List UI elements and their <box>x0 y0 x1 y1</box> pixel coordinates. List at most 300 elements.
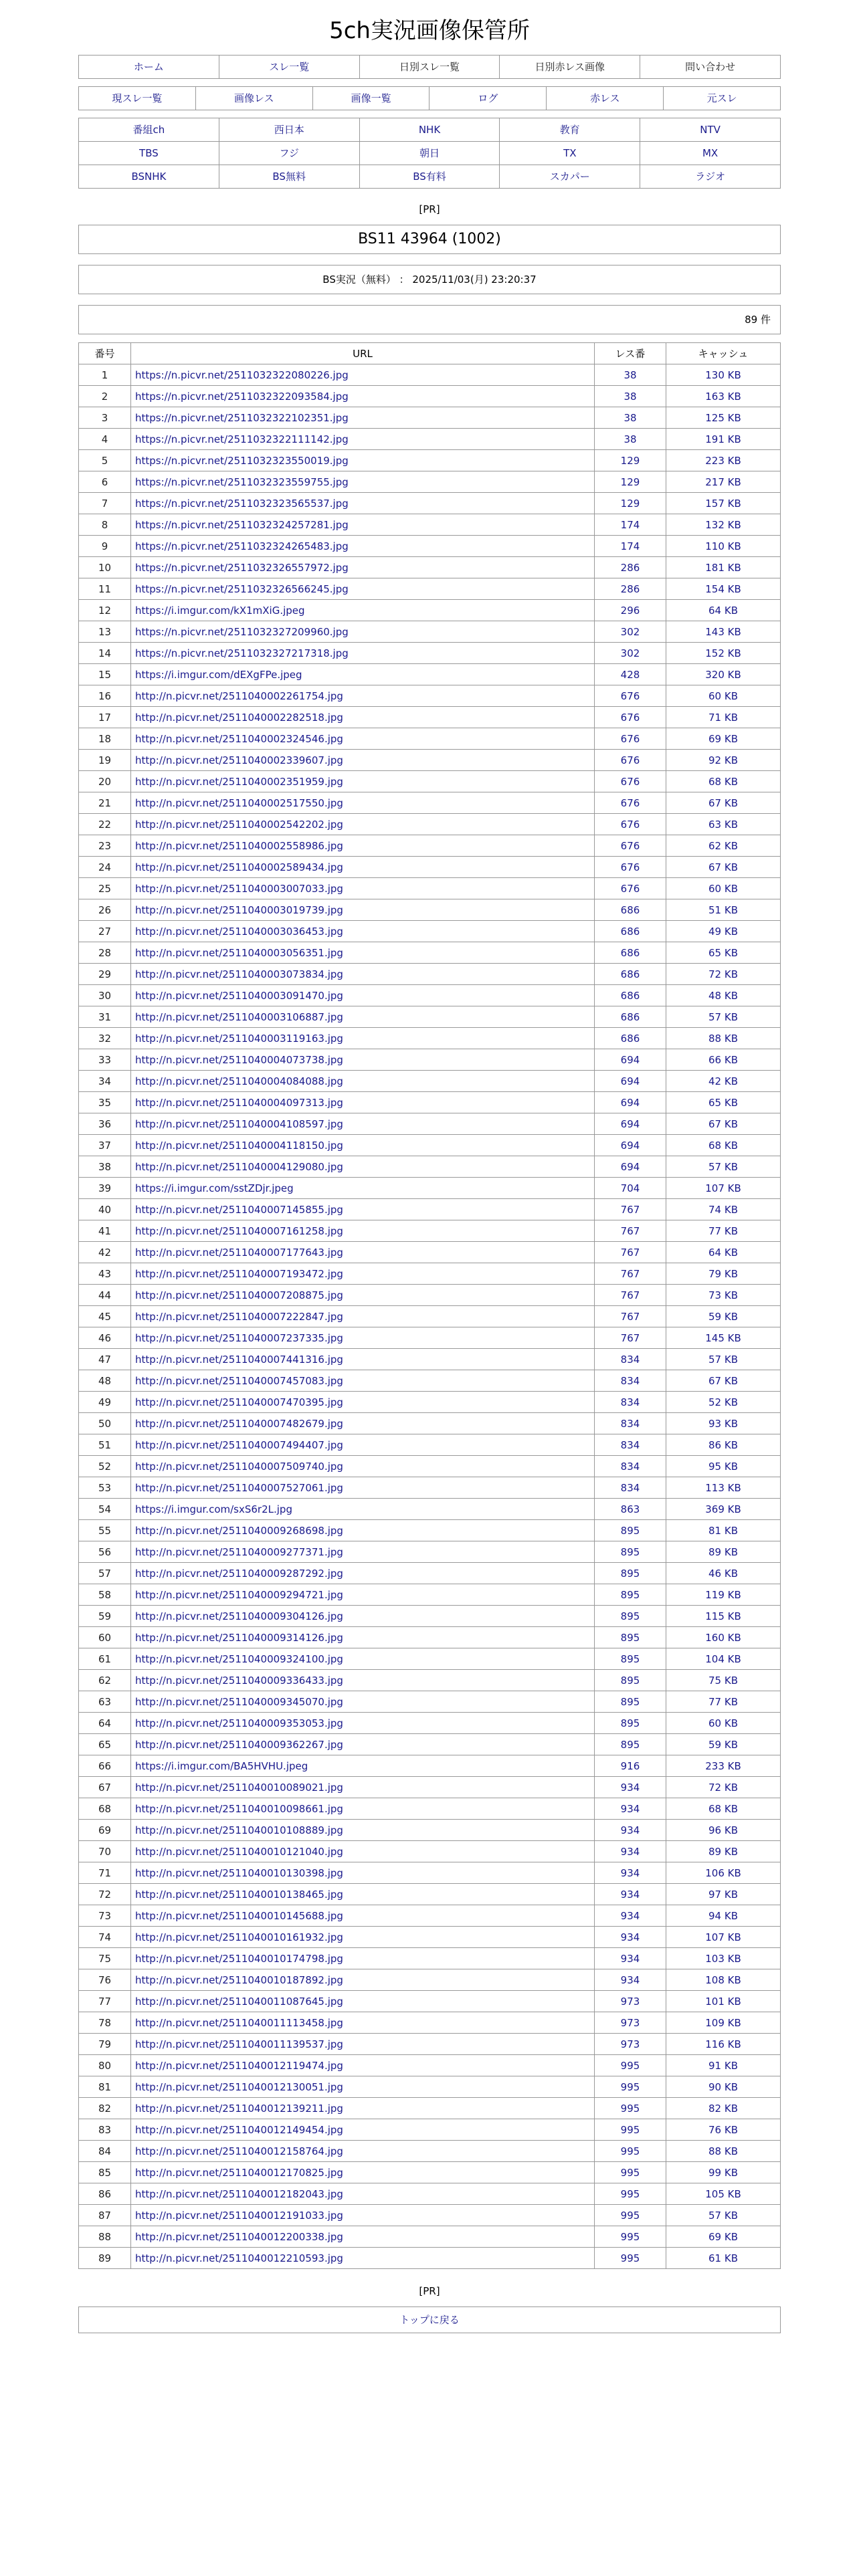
res-number-link[interactable]: 694 <box>595 1135 666 1156</box>
cache-size-link[interactable]: 48 KB <box>666 985 781 1006</box>
image-url-link[interactable]: http://n.picvr.net/2511040010145688.jpg <box>131 1905 595 1927</box>
image-url-link[interactable]: https://n.picvr.net/2511032323565537.jpg <box>131 493 595 514</box>
image-url-link[interactable]: http://n.picvr.net/2511040012210593.jpg <box>131 2248 595 2269</box>
image-url-link[interactable]: http://n.picvr.net/2511040002261754.jpg <box>131 685 595 707</box>
res-number-link[interactable]: 995 <box>595 2141 666 2162</box>
res-number-link[interactable]: 686 <box>595 942 666 964</box>
image-url-link[interactable]: http://n.picvr.net/2511040010174798.jpg <box>131 1948 595 1969</box>
nav-contact-link[interactable]: 問い合わせ <box>640 56 781 79</box>
res-number-link[interactable]: 38 <box>595 429 666 450</box>
image-url-link[interactable]: http://n.picvr.net/2511040007193472.jpg <box>131 1263 595 1285</box>
res-number-link[interactable]: 676 <box>595 792 666 814</box>
row-number: 11 <box>79 578 131 600</box>
channel-link[interactable]: NTV <box>640 118 781 142</box>
image-url-link[interactable]: http://n.picvr.net/2511040007177643.jpg <box>131 1242 595 1263</box>
channel-link[interactable]: ラジオ <box>640 165 781 189</box>
row-number: 22 <box>79 814 131 835</box>
image-url-link[interactable]: https://n.picvr.net/2511032322080226.jpg <box>131 364 595 386</box>
cache-size-link[interactable]: 233 KB <box>666 1755 781 1777</box>
res-number-link[interactable]: 834 <box>595 1456 666 1477</box>
res-number-link[interactable]: 676 <box>595 707 666 728</box>
channel-link[interactable]: TX <box>500 142 640 165</box>
channel-link[interactable]: 朝日 <box>360 142 500 165</box>
res-number-link[interactable]: 686 <box>595 921 666 942</box>
res-number-link[interactable]: 767 <box>595 1306 666 1327</box>
image-url-link[interactable]: http://n.picvr.net/2511040009268698.jpg <box>131 1520 595 1541</box>
cache-size-link[interactable]: 103 KB <box>666 1948 781 1969</box>
image-url-link[interactable]: http://n.picvr.net/2511040004108597.jpg <box>131 1113 595 1135</box>
res-number-link[interactable]: 767 <box>595 1327 666 1349</box>
cache-size-link[interactable]: 191 KB <box>666 429 781 450</box>
cache-size-link[interactable]: 74 KB <box>666 1199 781 1220</box>
res-number-link[interactable]: 129 <box>595 471 666 493</box>
res-number-link[interactable]: 934 <box>595 1969 666 1991</box>
image-url-link[interactable]: http://n.picvr.net/2511040009336433.jpg <box>131 1670 595 1691</box>
res-number-link[interactable]: 302 <box>595 621 666 643</box>
cache-size-link[interactable]: 72 KB <box>666 1777 781 1798</box>
cache-size-link[interactable]: 143 KB <box>666 621 781 643</box>
res-number-link[interactable]: 767 <box>595 1263 666 1285</box>
cache-size-link[interactable]: 57 KB <box>666 2205 781 2226</box>
cache-size-link[interactable]: 97 KB <box>666 1884 781 1905</box>
cache-size-link[interactable]: 99 KB <box>666 2162 781 2183</box>
cache-size-link[interactable]: 60 KB <box>666 685 781 707</box>
res-number-link[interactable]: 38 <box>595 407 666 429</box>
image-url-link[interactable]: http://n.picvr.net/2511040004084088.jpg <box>131 1071 595 1092</box>
channel-link[interactable]: TBS <box>79 142 219 165</box>
cache-size-link[interactable]: 60 KB <box>666 1713 781 1734</box>
image-url-link[interactable]: http://n.picvr.net/2511040012200338.jpg <box>131 2226 595 2248</box>
res-number-link[interactable]: 934 <box>595 1841 666 1862</box>
res-number-link[interactable]: 686 <box>595 1028 666 1049</box>
cache-size-link[interactable]: 57 KB <box>666 1006 781 1028</box>
image-url-link[interactable]: http://n.picvr.net/2511040010108889.jpg <box>131 1820 595 1841</box>
channel-link[interactable]: BS無料 <box>219 165 360 189</box>
channel-link[interactable]: 番組ch <box>79 118 219 142</box>
image-url-link[interactable]: https://n.picvr.net/2511032327217318.jpg <box>131 643 595 664</box>
cache-size-link[interactable]: 76 KB <box>666 2119 781 2141</box>
res-number-link[interactable]: 995 <box>595 2162 666 2183</box>
res-number-link[interactable]: 934 <box>595 1820 666 1841</box>
image-url-link[interactable]: http://n.picvr.net/2511040009345070.jpg <box>131 1691 595 1713</box>
res-number-link[interactable]: 995 <box>595 2055 666 2076</box>
site-title[interactable]: 5ch実況画像保管所 <box>329 17 530 44</box>
image-url-link[interactable]: http://n.picvr.net/2511040007208875.jpg <box>131 1285 595 1306</box>
res-number-link[interactable]: 973 <box>595 2034 666 2055</box>
image-url-link[interactable]: http://n.picvr.net/2511040004073738.jpg <box>131 1049 595 1071</box>
res-number-link[interactable]: 895 <box>595 1734 666 1755</box>
res-number-link[interactable]: 302 <box>595 643 666 664</box>
image-url-link[interactable]: http://n.picvr.net/2511040007527061.jpg <box>131 1477 595 1499</box>
cache-size-link[interactable]: 72 KB <box>666 964 781 985</box>
cache-size-link[interactable]: 64 KB <box>666 1242 781 1263</box>
res-number-link[interactable]: 676 <box>595 685 666 707</box>
image-url-link[interactable]: http://n.picvr.net/2511040007509740.jpg <box>131 1456 595 1477</box>
cache-size-link[interactable]: 369 KB <box>666 1499 781 1520</box>
image-url-link[interactable]: http://n.picvr.net/2511040003073834.jpg <box>131 964 595 985</box>
cache-size-link[interactable]: 60 KB <box>666 878 781 899</box>
res-number-link[interactable]: 38 <box>595 386 666 407</box>
cache-size-link[interactable]: 69 KB <box>666 728 781 750</box>
res-number-link[interactable]: 934 <box>595 1948 666 1969</box>
cache-size-link[interactable]: 95 KB <box>666 1456 781 1477</box>
cache-size-link[interactable]: 63 KB <box>666 814 781 835</box>
image-url-link[interactable]: http://n.picvr.net/2511040003036453.jpg <box>131 921 595 942</box>
image-url-link[interactable]: http://n.picvr.net/2511040009304126.jpg <box>131 1606 595 1627</box>
channel-link[interactable]: フジ <box>219 142 360 165</box>
nav-daily-thread-list-link[interactable]: 日別スレ一覧 <box>360 56 500 79</box>
res-number-link[interactable]: 694 <box>595 1071 666 1092</box>
cache-size-link[interactable]: 73 KB <box>666 1285 781 1306</box>
cache-size-link[interactable]: 132 KB <box>666 514 781 536</box>
res-number-link[interactable]: 995 <box>595 2076 666 2098</box>
channel-link[interactable]: スカパー <box>500 165 640 189</box>
cache-size-link[interactable]: 91 KB <box>666 2055 781 2076</box>
image-url-link[interactable]: http://n.picvr.net/2511040002351959.jpg <box>131 771 595 792</box>
table-row <box>79 942 781 964</box>
nav-image-list-link[interactable]: 画像一覧 <box>313 87 430 110</box>
res-number-link[interactable]: 767 <box>595 1220 666 1242</box>
res-number-link[interactable]: 934 <box>595 1927 666 1948</box>
res-number-link[interactable]: 286 <box>595 557 666 578</box>
image-url-link[interactable]: http://n.picvr.net/2511040002589434.jpg <box>131 857 595 878</box>
cache-size-link[interactable]: 108 KB <box>666 1969 781 1991</box>
res-number-link[interactable]: 129 <box>595 493 666 514</box>
image-url-link[interactable]: https://i.imgur.com/kX1mXiG.jpeg <box>131 600 595 621</box>
res-number-link[interactable]: 676 <box>595 728 666 750</box>
cache-size-link[interactable]: 67 KB <box>666 857 781 878</box>
cache-size-link[interactable]: 104 KB <box>666 1648 781 1670</box>
cache-size-link[interactable]: 81 KB <box>666 1520 781 1541</box>
image-url-link[interactable]: http://n.picvr.net/2511040002558986.jpg <box>131 835 595 857</box>
channel-link[interactable]: 西日本 <box>219 118 360 142</box>
back-to-top-link[interactable]: トップに戻る <box>78 2306 781 2333</box>
cache-size-link[interactable]: 93 KB <box>666 1413 781 1434</box>
nav-image-res-link[interactable]: 画像レス <box>196 87 313 110</box>
cache-size-link[interactable]: 82 KB <box>666 2098 781 2119</box>
cache-size-link[interactable]: 75 KB <box>666 1670 781 1691</box>
cache-size-link[interactable]: 57 KB <box>666 1349 781 1370</box>
cache-size-link[interactable]: 49 KB <box>666 921 781 942</box>
image-url-link[interactable]: http://n.picvr.net/2511040004097313.jpg <box>131 1092 595 1113</box>
image-url-link[interactable]: https://n.picvr.net/2511032326566245.jpg <box>131 578 595 600</box>
res-number-link[interactable]: 694 <box>595 1156 666 1178</box>
nav-original-thread-link[interactable]: 元スレ <box>664 87 781 110</box>
image-url-link[interactable]: http://n.picvr.net/2511040012182043.jpg <box>131 2183 595 2205</box>
res-number-link[interactable]: 686 <box>595 964 666 985</box>
cache-size-link[interactable]: 77 KB <box>666 1220 781 1242</box>
res-number-link[interactable]: 934 <box>595 1777 666 1798</box>
cache-size-link[interactable]: 65 KB <box>666 1092 781 1113</box>
image-url-link[interactable]: http://n.picvr.net/2511040010138465.jpg <box>131 1884 595 1905</box>
image-url-link[interactable]: http://n.picvr.net/2511040003091470.jpg <box>131 985 595 1006</box>
res-number-link[interactable]: 428 <box>595 664 666 685</box>
res-number-link[interactable]: 676 <box>595 771 666 792</box>
res-number-link[interactable]: 686 <box>595 899 666 921</box>
channel-link[interactable]: NHK <box>360 118 500 142</box>
image-url-link[interactable]: http://n.picvr.net/2511040002324546.jpg <box>131 728 595 750</box>
image-url-link[interactable]: http://n.picvr.net/2511040010089021.jpg <box>131 1777 595 1798</box>
image-url-link[interactable]: http://n.picvr.net/2511040003106887.jpg <box>131 1006 595 1028</box>
image-url-link[interactable]: http://n.picvr.net/2511040007441316.jpg <box>131 1349 595 1370</box>
image-url-link[interactable]: http://n.picvr.net/2511040007237335.jpg <box>131 1327 595 1349</box>
nav-daily-red-image-link[interactable]: 日別赤レス画像 <box>500 56 640 79</box>
cache-size-link[interactable]: 67 KB <box>666 1370 781 1392</box>
cache-size-link[interactable]: 68 KB <box>666 1135 781 1156</box>
image-url-link[interactable]: http://n.picvr.net/2511040002517550.jpg <box>131 792 595 814</box>
res-number-link[interactable]: 38 <box>595 364 666 386</box>
res-number-link[interactable]: 686 <box>595 985 666 1006</box>
res-number-link[interactable]: 895 <box>595 1541 666 1563</box>
res-number-link[interactable]: 995 <box>595 2098 666 2119</box>
image-url-link[interactable]: https://n.picvr.net/2511032323559755.jpg <box>131 471 595 493</box>
res-number-link[interactable]: 995 <box>595 2119 666 2141</box>
image-url-link[interactable]: http://n.picvr.net/2511040010161932.jpg <box>131 1927 595 1948</box>
cache-size-link[interactable]: 110 KB <box>666 536 781 557</box>
res-number-link[interactable]: 863 <box>595 1499 666 1520</box>
cache-size-link[interactable]: 67 KB <box>666 792 781 814</box>
cache-size-link[interactable]: 69 KB <box>666 2226 781 2248</box>
image-url-link[interactable]: http://n.picvr.net/2511040009362267.jpg <box>131 1734 595 1755</box>
image-url-link[interactable]: https://n.picvr.net/2511032324257281.jpg <box>131 514 595 536</box>
res-number-link[interactable]: 895 <box>595 1627 666 1648</box>
res-number-link[interactable]: 296 <box>595 600 666 621</box>
res-number-link[interactable]: 895 <box>595 1691 666 1713</box>
image-url-link[interactable]: http://n.picvr.net/2511040010130398.jpg <box>131 1862 595 1884</box>
image-url-link[interactable]: http://n.picvr.net/2511040010098661.jpg <box>131 1798 595 1820</box>
res-number-link[interactable]: 934 <box>595 1862 666 1884</box>
image-url-link[interactable]: http://n.picvr.net/2511040012139211.jpg <box>131 2098 595 2119</box>
image-url-link[interactable]: http://n.picvr.net/2511040003019739.jpg <box>131 899 595 921</box>
res-number-link[interactable]: 834 <box>595 1477 666 1499</box>
cache-size-link[interactable]: 130 KB <box>666 364 781 386</box>
cache-size-link[interactable]: 68 KB <box>666 1798 781 1820</box>
res-number-link[interactable]: 973 <box>595 1991 666 2012</box>
cache-size-link[interactable]: 101 KB <box>666 1991 781 2012</box>
cache-size-link[interactable]: 79 KB <box>666 1263 781 1285</box>
cache-size-link[interactable]: 320 KB <box>666 664 781 685</box>
cache-size-link[interactable]: 107 KB <box>666 1178 781 1199</box>
image-url-link[interactable]: http://n.picvr.net/2511040003119163.jpg <box>131 1028 595 1049</box>
image-url-link[interactable]: http://n.picvr.net/2511040009353053.jpg <box>131 1713 595 1734</box>
image-url-link[interactable]: https://n.picvr.net/2511032326557972.jpg <box>131 557 595 578</box>
res-number-link[interactable]: 934 <box>595 1884 666 1905</box>
image-url-link[interactable]: http://n.picvr.net/2511040009287292.jpg <box>131 1563 595 1584</box>
cache-size-link[interactable]: 107 KB <box>666 1927 781 1948</box>
image-url-link[interactable]: http://n.picvr.net/2511040007145855.jpg <box>131 1199 595 1220</box>
nav-red-res-link[interactable]: 赤レス <box>547 87 664 110</box>
channel-link[interactable]: BS有料 <box>360 165 500 189</box>
channel-link[interactable]: BSNHK <box>79 165 219 189</box>
res-number-link[interactable]: 995 <box>595 2248 666 2269</box>
res-number-link[interactable]: 895 <box>595 1606 666 1627</box>
cache-size-link[interactable]: 86 KB <box>666 1434 781 1456</box>
image-url-link[interactable]: http://n.picvr.net/2511040011139537.jpg <box>131 2034 595 2055</box>
image-url-link[interactable]: http://n.picvr.net/2511040003056351.jpg <box>131 942 595 964</box>
image-url-link[interactable]: https://n.picvr.net/2511032327209960.jpg <box>131 621 595 643</box>
res-number-link[interactable]: 676 <box>595 835 666 857</box>
table-row <box>79 621 781 643</box>
image-url-link[interactable]: http://n.picvr.net/2511040012170825.jpg <box>131 2162 595 2183</box>
res-number-link[interactable]: 686 <box>595 1006 666 1028</box>
cache-size-link[interactable]: 59 KB <box>666 1306 781 1327</box>
res-number-link[interactable]: 694 <box>595 1113 666 1135</box>
nav-thread-list-link[interactable]: スレ一覧 <box>219 56 360 79</box>
cache-size-link[interactable]: 88 KB <box>666 1028 781 1049</box>
cache-size-link[interactable]: 106 KB <box>666 1862 781 1884</box>
image-url-link[interactable]: http://n.picvr.net/2511040002542202.jpg <box>131 814 595 835</box>
image-url-link[interactable]: https://n.picvr.net/2511032322111142.jpg <box>131 429 595 450</box>
nav-home-link[interactable]: ホーム <box>79 56 219 79</box>
res-number-link[interactable]: 895 <box>595 1713 666 1734</box>
res-number-link[interactable]: 767 <box>595 1242 666 1263</box>
image-url-link[interactable]: http://n.picvr.net/2511040012130051.jpg <box>131 2076 595 2098</box>
image-url-link[interactable]: http://n.picvr.net/2511040009324100.jpg <box>131 1648 595 1670</box>
cache-size-link[interactable]: 52 KB <box>666 1392 781 1413</box>
cache-size-link[interactable]: 109 KB <box>666 2012 781 2034</box>
image-url-link[interactable]: http://n.picvr.net/2511040012158764.jpg <box>131 2141 595 2162</box>
res-number-link[interactable]: 834 <box>595 1349 666 1370</box>
res-number-link[interactable]: 767 <box>595 1199 666 1220</box>
image-url-link[interactable]: http://n.picvr.net/2511040012191033.jpg <box>131 2205 595 2226</box>
res-number-link[interactable]: 895 <box>595 1584 666 1606</box>
cache-size-link[interactable]: 113 KB <box>666 1477 781 1499</box>
cache-size-link[interactable]: 67 KB <box>666 1113 781 1135</box>
cache-size-link[interactable]: 64 KB <box>666 600 781 621</box>
image-url-link[interactable]: https://n.picvr.net/2511032323550019.jpg <box>131 450 595 471</box>
image-url-link[interactable]: http://n.picvr.net/2511040011087645.jpg <box>131 1991 595 2012</box>
cache-size-link[interactable]: 217 KB <box>666 471 781 493</box>
image-url-link[interactable]: http://n.picvr.net/2511040007222847.jpg <box>131 1306 595 1327</box>
res-number-link[interactable]: 676 <box>595 750 666 771</box>
image-url-link[interactable]: http://n.picvr.net/2511040007494407.jpg <box>131 1434 595 1456</box>
cache-size-link[interactable]: 116 KB <box>666 2034 781 2055</box>
cache-size-link[interactable]: 119 KB <box>666 1584 781 1606</box>
cache-size-link[interactable]: 105 KB <box>666 2183 781 2205</box>
cache-size-link[interactable]: 68 KB <box>666 771 781 792</box>
cache-size-link[interactable]: 89 KB <box>666 1541 781 1563</box>
res-number-link[interactable]: 694 <box>595 1092 666 1113</box>
image-url-link[interactable]: http://n.picvr.net/2511040007482679.jpg <box>131 1413 595 1434</box>
channel-link[interactable]: 教育 <box>500 118 640 142</box>
res-number-link[interactable]: 895 <box>595 1670 666 1691</box>
cache-size-link[interactable]: 181 KB <box>666 557 781 578</box>
cache-size-link[interactable]: 89 KB <box>666 1841 781 1862</box>
image-url-link[interactable]: https://i.imgur.com/dEXgFPe.jpeg <box>131 664 595 685</box>
image-url-link[interactable]: http://n.picvr.net/2511040007470395.jpg <box>131 1392 595 1413</box>
image-url-link[interactable]: https://i.imgur.com/sxS6r2L.jpg <box>131 1499 595 1520</box>
res-number-link[interactable]: 973 <box>595 2012 666 2034</box>
cache-size-link[interactable]: 42 KB <box>666 1071 781 1092</box>
image-url-link[interactable]: https://n.picvr.net/2511032322102351.jpg <box>131 407 595 429</box>
res-number-link[interactable]: 694 <box>595 1049 666 1071</box>
image-url-link[interactable]: http://n.picvr.net/2511040010121040.jpg <box>131 1841 595 1862</box>
res-number-link[interactable]: 286 <box>595 578 666 600</box>
cache-size-link[interactable]: 92 KB <box>666 750 781 771</box>
res-number-link[interactable]: 995 <box>595 2226 666 2248</box>
channel-link[interactable]: MX <box>640 142 781 165</box>
cache-size-link[interactable]: 59 KB <box>666 1734 781 1755</box>
image-url-link[interactable]: http://n.picvr.net/2511040009277371.jpg <box>131 1541 595 1563</box>
cache-size-link[interactable]: 66 KB <box>666 1049 781 1071</box>
image-url-link[interactable]: http://n.picvr.net/2511040007161258.jpg <box>131 1220 595 1242</box>
cache-size-link[interactable]: 223 KB <box>666 450 781 471</box>
cache-size-link[interactable]: 90 KB <box>666 2076 781 2098</box>
cache-size-link[interactable]: 51 KB <box>666 899 781 921</box>
nav-current-threads-link[interactable]: 現スレ一覧 <box>79 87 196 110</box>
row-number: 72 <box>79 1884 131 1905</box>
cache-size-link[interactable]: 65 KB <box>666 942 781 964</box>
res-number-link[interactable]: 895 <box>595 1520 666 1541</box>
image-url-link[interactable]: http://n.picvr.net/2511040010187892.jpg <box>131 1969 595 1991</box>
res-number-link[interactable]: 916 <box>595 1755 666 1777</box>
cache-size-link[interactable]: 154 KB <box>666 578 781 600</box>
image-url-link[interactable]: http://n.picvr.net/2511040003007033.jpg <box>131 878 595 899</box>
cache-size-link[interactable]: 46 KB <box>666 1563 781 1584</box>
image-url-link[interactable]: http://n.picvr.net/2511040004118150.jpg <box>131 1135 595 1156</box>
cache-size-link[interactable]: 163 KB <box>666 386 781 407</box>
cache-size-link[interactable]: 145 KB <box>666 1327 781 1349</box>
image-url-link[interactable]: http://n.picvr.net/2511040009314126.jpg <box>131 1627 595 1648</box>
cache-size-link[interactable]: 115 KB <box>666 1606 781 1627</box>
image-url-link[interactable]: https://i.imgur.com/BA5HVHU.jpeg <box>131 1755 595 1777</box>
cache-size-link[interactable]: 62 KB <box>666 835 781 857</box>
res-number-link[interactable]: 676 <box>595 878 666 899</box>
image-url-link[interactable]: http://n.picvr.net/2511040012119474.jpg <box>131 2055 595 2076</box>
res-number-link[interactable]: 934 <box>595 1905 666 1927</box>
cache-size-link[interactable]: 94 KB <box>666 1905 781 1927</box>
res-number-link[interactable]: 676 <box>595 814 666 835</box>
res-number-link[interactable]: 676 <box>595 857 666 878</box>
image-url-link[interactable]: http://n.picvr.net/2511040004129080.jpg <box>131 1156 595 1178</box>
res-number-link[interactable]: 704 <box>595 1178 666 1199</box>
cache-size-link[interactable]: 160 KB <box>666 1627 781 1648</box>
cache-size-link[interactable]: 152 KB <box>666 643 781 664</box>
image-url-link[interactable]: http://n.picvr.net/2511040007457083.jpg <box>131 1370 595 1392</box>
res-number-link[interactable]: 174 <box>595 514 666 536</box>
res-number-link[interactable]: 995 <box>595 2183 666 2205</box>
res-number-link[interactable]: 895 <box>595 1563 666 1584</box>
cache-size-link[interactable]: 157 KB <box>666 493 781 514</box>
res-number-link[interactable]: 834 <box>595 1434 666 1456</box>
cache-size-link[interactable]: 125 KB <box>666 407 781 429</box>
image-url-link[interactable]: https://n.picvr.net/2511032322093584.jpg <box>131 386 595 407</box>
res-number-link[interactable]: 834 <box>595 1392 666 1413</box>
image-url-link[interactable]: http://n.picvr.net/2511040002282518.jpg <box>131 707 595 728</box>
image-url-link[interactable]: http://n.picvr.net/2511040002339607.jpg <box>131 750 595 771</box>
res-number-link[interactable]: 129 <box>595 450 666 471</box>
cache-size-link[interactable]: 77 KB <box>666 1691 781 1713</box>
nav-log-link[interactable]: ログ <box>430 87 547 110</box>
image-url-link[interactable]: http://n.picvr.net/2511040009294721.jpg <box>131 1584 595 1606</box>
res-number-link[interactable]: 767 <box>595 1285 666 1306</box>
res-number-link[interactable]: 895 <box>595 1648 666 1670</box>
cache-size-link[interactable]: 61 KB <box>666 2248 781 2269</box>
cache-size-link[interactable]: 71 KB <box>666 707 781 728</box>
res-number-link[interactable]: 174 <box>595 536 666 557</box>
res-number-link[interactable]: 834 <box>595 1413 666 1434</box>
image-url-link[interactable]: http://n.picvr.net/2511040012149454.jpg <box>131 2119 595 2141</box>
res-number-link[interactable]: 834 <box>595 1370 666 1392</box>
res-number-link[interactable]: 934 <box>595 1798 666 1820</box>
image-url-link[interactable]: http://n.picvr.net/2511040011113458.jpg <box>131 2012 595 2034</box>
image-url-link[interactable]: https://n.picvr.net/2511032324265483.jpg <box>131 536 595 557</box>
image-url-link[interactable]: https://i.imgur.com/sstZDjr.jpeg <box>131 1178 595 1199</box>
res-number-link[interactable]: 995 <box>595 2205 666 2226</box>
cache-size-link[interactable]: 88 KB <box>666 2141 781 2162</box>
cache-size-link[interactable]: 96 KB <box>666 1820 781 1841</box>
cache-size-link[interactable]: 57 KB <box>666 1156 781 1178</box>
